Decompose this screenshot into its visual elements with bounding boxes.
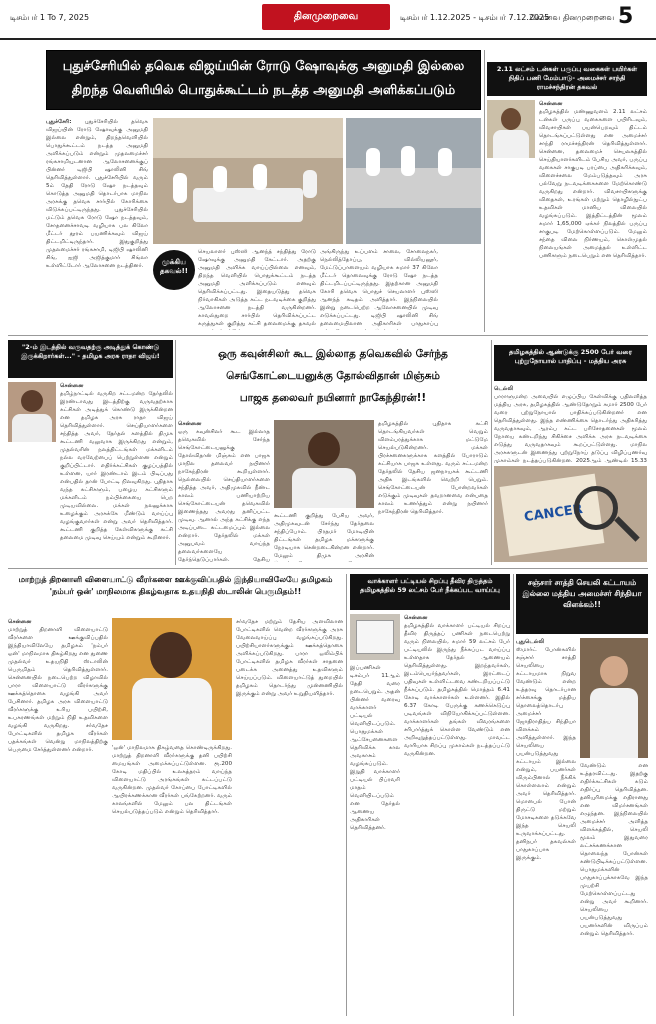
story2-text: தமிழகத்தில் மண்ணுவளம் 2.11 லட்சம் டன்கள் பருப்பு வகைகளை பயிரிடவும், விவசாயிகள் பயன்பெறவும் திட்டம் தொடங்கப்பட்டுள்ளது என அமைச்சர் சாந்தி ராமச்சந்திரன் தெரிவித்துள்ளார். சென்னை, தலைமைச் செயலகத்தில் செய்தியாளர்களிடம் பேசிய அவர், பருப்பு வகைகள் சாகுபடி பரப்பை அதிகரிக்கவும், விளைச்சலை மேம்படுத்தவும் அரசு பல்வேறு நடவடிக்கைகளை மேற்கொண்டு வருகிறது என்றார். விவசாயிகளுக்கு விதைகள், உரங்கள் மற்றும் தொழில்நுட்ப உதவிகள் மானிய விலையில் வழங்கப்படும். இத்திட்டத்தின் மூலம் சுமார் 1,65,000 ஏக்கர் நிலத்தில் பருப்பு சாகுபடி மேற்கொள்ளப்படும். மேலும் சந்தை விலை நிர்ணயம், கொள்முதல் நிலையங்கள் அமைத்தல் உள்ளிட்ட பணிகளும் நடைபெறும் என தெரிவித்தார். [539, 109, 647, 259]
speaker-photo [8, 382, 56, 442]
officials-photo [346, 118, 481, 244]
story4-headline-box [178, 343, 488, 415]
story8-col-1 [516, 638, 576, 1016]
story6-col-2: 'ஒன்' மாநிலமாக திகழ்வதை கொண்டிருக்கிறது. மாற்றுத் திறனாளி வீரர்களுக்கு தனி பயிற்சி மையங்கள் அமைக்கப்பட்டுள்ளன. ரூ.200 கோடி மதிப்பில் உலகத்தரம் வாய்ந்த விளையாட்டு அரங்கங்கள் கட்டப்பட்டு வருகின்றன. முதல்வர் கோப்பை போட்டிகளில் ஆயிரக்கணக்கான வீரர்கள் பங்கேற்றனர். வரும் காலங்களில் மேலும் பல திட்டங்கள் செயல்படுத்தப்படும் என்றும் தெரிவித்தார். [112, 745, 232, 815]
story2-headline-box [487, 62, 647, 96]
story7-text: தமிழகத்தில் வாக்காளர் பட்டியல் சிறப்பு தீவிர திருத்தப் பணிகள் நடைபெற்று வரும் நிலையில், சுமார் 59 லட்சம் பேர் பட்டியலில் இருந்து நீக்கப்பட வாய்ப்பு உள்ளதாக தேர்தல் ஆணையம் தெரிவித்துள்ளது. இறந்தவர்கள், இடம்பெயர்ந்தவர்கள், இரட்டைப் பதிவுகள் உள்ளிட்டவை கண்டறியப்பட்டு நீக்கப்படும். தமிழகத்தில் மொத்தம் 6.41 கோடி வாக்காளர்கள் உள்ளனர். இதில் 6.37 கோடி பேருக்கு கணக்கெடுப்பு படிவங்கள் விநியோகிக்கப்பட்டுள்ளன. வாக்காளர்கள் தங்கள் விவரங்களை சரிபார்த்துக் கொள்ள வேண்டும் என அறிவுறுத்தப்பட்டுள்ளது. மாவட்ட வாரியாக சிறப்பு முகாம்கள் நடத்தப்பட்டு வருகின்றன. [404, 623, 510, 757]
story2-headline: 2.11 லட்சம் டன்கள் பருப்பு வகைகள் பயிர்கள் நிதிப் பணி மேம்பாடு- அமைச்சர் சாந்தி ராமச்சந்திரன் தகவல் [496, 65, 638, 91]
story2-body [539, 100, 647, 330]
issue-date-range: டிசம்பர் 1.12.2025 - டிசம்பர் 7.12.2025 [400, 13, 550, 22]
masthead-logo: தினமுறைவை [262, 4, 390, 30]
story8-dateline: புதுடெல்லி [516, 639, 545, 645]
story6-headline: மாற்றுத் திறனாளி விளையாட்டு வீரர்களை ஊக்குவிப்பதில் இந்தியாவிலேயே தமிழகம் 'நம்பர் ஒன்' மாநிலமாக திகழ்வதாக உதயநிதி ஸ்டாலின் பெருமிதம்!! [18, 575, 333, 596]
story3-headline: "2-ம் இடத்தில் வருவதற்கு அடித்துக் கொண்டு இருக்கிறார்கள்..." - தமிழக அரசு ராதா விஜய்! [21, 343, 160, 360]
lead-col-3: அங்கிருந்து உப்பளம் சாலை, சோலைநகர், நெல்லித்தோப்பு, வில்லியனூர், மேட்டுப்பாளையம் வழியாக சுமார் 37 கிலோ மீட்டர் தொலைவுக்கு ரோடு ஷோ நடத்த திட்டமிடப்பட்டிருந்தது. இதற்கான அனுமதி கோரி தவெக பொதுச் செயலாளர் புஸ்ஸி ஆனந்த் கடிதம் அளித்தார். இந்நிலையில் இன்று நடைபெற்ற ஆலோசனையில் முடிவு எடுக்கப்பட்டது. டிஜிபி ஷாலினி சிங் தலைமையிலான அதிகாரிகள் பாதுகாப்பு [320, 249, 438, 327]
leader-photo [274, 420, 374, 508]
story6-headline-box [8, 574, 343, 614]
issue-dates: டிசம்பர் 1 To 7, 2025 [10, 13, 90, 22]
story6-text: மாற்றுத் திறனாளி விளையாட்டு வீரர்களை ஊக்குவிப்பதில் இந்தியாவிலேயே தமிழகம் 'நம்பர் ஒன்' மாநிலமாக திகழ்கிறது என துணை முதல்வர் உதயநிதி ஸ்டாலின் பெருமிதம் தெரிவித்துள்ளார். சென்னையில் நடைபெற்ற விழாவில் பாரா விளையாட்டு வீரர்களுக்கு ஊக்கத்தொகை வழங்கி அவர் பேசினார். தமிழக அரசு விளையாட்டு வீரர்களுக்கு உரிய பயிற்சி, உபகரணங்கள் மற்றும் நிதி உதவிகளை வழங்கி வருகிறது. சர்வதேச போட்டிகளில் தமிழக வீரர்கள் பதக்கங்கள் வென்று மாநிலத்திற்கு பெருமை சேர்த்துள்ளனர் என்றார். [8, 627, 108, 753]
lead-body: புதுச்சேரியில் தவெக விஜய்யின் ரோடு ஷோவுக்கு அனுமதி இல்லை என்றும், திறந்தவெளியில் பொதுக்கூட்டம் நடத்த அனுமதி அளிக்கப்படும் என்றும் முதலமைச்சர் ரங்கசாமியுடனான ஆலோசனைக்குப் பின்னர் டிஜிபி ஷாலினி சிங் தெரிவித்துள்ளார். புதுச்சேரியில் வரும் 5ம் தேதி ரோடு ஷோ நடத்தவும் கொடுத்த அனுமதி தொடர்பாக மாநில அரசுக்கு தவெக சார்பில் கோரிக்கை விடுக்கப்பட்டிருந்தது. புதுச்சேரியில் மட்டும் தவெக ரோடு ஷோ நடத்தவும், சோதனைச்சாவடி வழியாக பல கிலோ மீட்டர் தூரம் பயணிக்கவும் விஜய் திட்டமிட்டிருந்தார். இதுகுறித்து முதலமைச்சர் ரங்கசாமி, டிஜிபி ஷாலினி சிங், ஐஜி அஜித்குமார் சிங்லா உள்ளிட்டோர் ஆலோசனை நடத்தினர். [46, 119, 148, 269]
story4-headline-line-2: செங்கோட்டையனுக்கு தோல்விதான் மிஞ்சும் [226, 370, 440, 382]
story4-dateline: சென்னை [178, 421, 202, 427]
story2-dateline: சென்னை [539, 101, 563, 107]
story7-headline: வாக்காளர் பட்டியல் சிறப்பு தீவிர திருத்தம் தமிழகத்தில் 59 லட்சம் பேர் நீக்கப்பட வாய்ப்பு [360, 577, 500, 594]
story5-headline-box [494, 345, 647, 381]
important-info-badge: முக்கிய தகவல்!! [153, 250, 195, 290]
story5-headline: தமிழகத்தில் ஆண்டுக்கு 2500 பேர் வரை புற்றுநோயால் பாதிப்பு - மத்திய அரசு [509, 348, 632, 365]
lead-headline-line-2: திறந்த வெளியில் பொதுக்கூட்டம் நடத்த அனுமதி அளிக்கப்படும் [71, 83, 456, 98]
meeting-photo [153, 118, 343, 244]
lead-dateline: புதுச்சேரி: [46, 119, 72, 125]
lead-col-1 [46, 118, 148, 330]
edition-name: கோவை தினமுறைவை [530, 13, 615, 22]
story3-text: தமிழ்நாட்டில் வருகிற சட்டமன்ற தேர்தலில் இரண்டாவது இடத்திற்கு வருவதற்காக கட்சிகள் அடித்துக் கொண்டு இருக்கின்றன என தமிழக அரசு ராதா விஜய் தெரிவித்துள்ளார். செய்தியாளர்களை சந்தித்த அவர், தேர்தல் களத்தில் திமுக கூட்டணி வலுவாக இருக்கிறது என்றும், முதல்வரின் நலத்திட்டங்கள் மக்களிடம் நல்ல வரவேற்பைப் பெற்றுள்ளன என்றும் குறிப்பிட்டார். எதிர்க்கட்சிகள் குழப்பத்தில் உள்ளன, யார் இரண்டாம் இடம் பிடிப்பது என்பதில் தான் போட்டி நிலவுகிறது. புதிதாக வந்த கட்சிகளும், பழைய கட்சிகளும் மக்களிடம் நம்பிக்கையை பெற முடியவில்லை. மக்கள் நலனுக்காக உழைக்கும் அரசுக்கே மீண்டும் வாய்ப்பு வழங்குவார்கள் என்று அவர் தெரிவித்தார். கூட்டணி குறித்த கேள்விகளுக்கு கட்சி தலைமை முடிவு செய்யும் என்றும் கூறினார். [60, 391, 173, 541]
story5-dateline: டெல்லி [494, 386, 514, 392]
story3-body [60, 382, 173, 562]
lead-headline-line-1: புதுச்சேரியில் தவெக விஜய்யின் ரோடு ஷோவுக்கு அனுமதி இல்லை [62, 59, 465, 74]
ballot-photo [350, 614, 400, 660]
story8-headline-box [516, 574, 648, 634]
story8-headline: சஞ்சார் சாத்தி செயலி கட்டாயம் இல்லை மத்திய அமைச்சர் சிந்தியா விளக்கம்!! [522, 578, 642, 609]
story4-col-3: தமிழகத்தில் புதிதாக கட்சி தொடங்கியவர்கள் வெறும் விளம்பரத்துக்காக மட்டுமே செயல்படுகின்றனர். மக்கள் பிரச்சனைகளுக்காக களத்தில் போராடும் கட்சியாக பாஜக உள்ளது. வரும் சட்டமன்ற தேர்தலில் தேசிய ஜனநாயகக் கூட்டணி அதிக இடங்களில் வெற்றி பெறும். செங்கோட்டையன் போன்றவர்கள் எடுக்கும் முடிவுகள் தவறானவை என்பதை காலம் உணர்த்தும் என்று நயினார் நாகேந்திரன் தெரிவித்தார். [378, 421, 488, 515]
story4-headline-line-1: ஒரு கவுன்சிலர் கூட இல்லாத தவெகவில் சேர்ந்த [218, 348, 448, 360]
story3-headline-box [8, 340, 173, 378]
story5-body [494, 385, 647, 463]
story5-text: பாராளுமன்ற அவையில் எழுப்பிய கேள்விக்கு பதிலளித்த மத்திய அரசு, தமிழகத்தில் ஆண்டுதோறும் சுமார் 2500 பேர் வரை புற்றுநோயால் பாதிக்கப்படுகின்றனர் என தெரிவித்துள்ளது. இந்த எண்ணிக்கை தொடர்ந்து அதிகரித்து வருவதாகவும், ஆரம்ப கட்ட பரிசோதனைகள் மூலம் நோயை கண்டறிந்து சிகிச்சை அளிக்க அரசு நடவடிக்கை எடுத்து வருவதாகவும் கூறப்பட்டுள்ளது. மாநில அரசுகளுடன் இணைந்து புற்றுநோய் தடுப்பு விழிப்புணர்வு முகாம்கள் நடத்தப்படுகின்றன. 2025ஆம் ஆண்டில் 15.33 [494, 394, 647, 463]
story8-text: ஸ்மார்ட் போன்களில் சஞ்சார் சாத்தி செயலியை கட்டாயமாக நிறுவ வேண்டும் என்ற உத்தரவு தொடர்பான சர்ச்சைக்கு மத்திய தொலைத்தொடர்பு அமைச்சர் ஜோதிராதித்ய சிந்தியா விளக்கம் அளித்துள்ளார். இந்த செயலியை பயன்படுத்துவது கட்டாயம் இல்லை என்றும், பயனர்கள் விரும்பினால் நீக்கிக் கொள்ளலாம் என்றும் அவர் தெரிவித்தார். மொபைல் போன் திருட்டு மற்றும் மோசடிகளை தடுக்கவே இந்த செயலி உருவாக்கப்பட்டது. தனிநபர் தகவல்கள் பாதுகாப்பாக இருக்கும். [516, 647, 576, 861]
story4-headline-line-3: பாஜக தலைவர் நயினார் நாகேந்திரன்!! [239, 392, 427, 404]
page-number: 5 [618, 4, 634, 29]
minister-photo [487, 100, 535, 158]
lead-headline-box [46, 50, 481, 110]
story7-headline-box [350, 574, 510, 610]
page-header [0, 0, 656, 40]
cancer-image [494, 466, 647, 562]
story4-col-2: கூட்டணி குறித்து பேசிய அவர், அதிமுகவுடன் சேர்ந்து தேர்தலை சந்திப்போம். பிரதமர் மோடியின் திட்டங்கள் தமிழக மக்களுக்கு நேரடியாக சென்றடைகின்றன என்றார். மேலும் திமுக அரசின் [274, 513, 374, 559]
story7-col-1 [404, 614, 510, 1016]
scindia-photo [580, 638, 648, 758]
story6-dateline: சென்னை [8, 619, 32, 625]
lead-col-2: செயலாளர் புஸ்ஸி ஆனந்த் சந்தித்து ரோடு ஷோவுக்கு அனுமதி கேட்டார். அதற்கு அனுமதி அளிக்க வாய்ப்பில்லை எனவும், திறந்த வெளியில் பொதுக்கூட்டம் நடத்த அனுமதி அளிக்கப்படும் எனவும் தெரிவிக்கப்பட்டது. இதையடுத்து தவெக நிர்வாகிகள் அடுத்த கட்ட நடவடிக்கை குறித்து ஆலோசனை நடத்தி வருகின்றனர். காவல்துறை சார்பில் தெரிவிக்கப்பட்ட கருத்துகள் குறித்து கட்சி தலைமைக்கு தகவல் [198, 249, 316, 327]
story7-col-2: இப்பணிகள் டிசம்பர் 11ஆம் தேதி வரை நடைபெறும். அதன் பின்னர் வரைவு வாக்காளர் பட்டியல் வெளியிடப்படும். பொதுமக்கள் ஆட்சேபனைகளை தெரிவிக்க கால அவகாசம் வழங்கப்படும். இறுதி வாக்காளர் பட்டியல் பிப்ரவரி மாதம் வெளியிடப்படும் என தேர்தல் ஆணைய அதிகாரிகள் தெரிவித்தனர். [350, 665, 400, 831]
story6-col-1 [8, 618, 108, 1016]
story6-col-3: சர்வதேச மற்றும் தேசிய அளவிலான போட்டிகளில் வென்ற வீரர்களுக்கு அரசு வேலைவாய்ப்பு வழங்கப்படுகிறது. பயிற்சியாளர்களுக்கும் ஊக்கத்தொகை அளிக்கப்படுகிறது. பாரா ஒலிம்பிக் போட்டிகளில் தமிழக வீரர்கள் சாதனை படைக்க அனைத்து உதவிகளும் செய்யப்படும். விளையாட்டுத் துறையில் தமிழகம் தொடர்ந்து முன்னணியில் இருக்கும் என்று அவர் உறுதியளித்தார். [236, 619, 343, 697]
story7-dateline: சென்னை [404, 615, 428, 621]
story8-col-2: வேண்டும் என உத்தரவிட்டது. இதற்கு எதிர்க்கட்சிகள் கடும் எதிர்ப்பு தெரிவித்தன. தனியுரிமைக்கு எதிரானது என விமர்சனங்கள் எழுந்தன. இந்நிலையில் அமைச்சர் அளித்த விளக்கத்தில், செயலி மூலம் இதுவரை லட்சக்கணக்கான தொலைந்த போன்கள் கண்டுபிடிக்கப்பட்டுள்ளன. பொதுமக்களின் பாதுகாப்புக்காகவே இந்த முயற்சி மேற்கொள்ளப்பட்டது என்று அவர் கூறினார். செயலியை பயன்படுத்துவது பயனர்களின் விருப்பம் என்றும் தெரிவித்தார். [580, 763, 648, 937]
story4-col-1 [178, 420, 270, 562]
deputy-cm-photo [112, 618, 232, 740]
cancer-label: CANCER [523, 501, 584, 526]
story4-text: ஒரு கவுன்சிலர் கூட இல்லாத தவெகவில் சேர்ந்த செங்கோட்டையனுக்கு தோல்விதான் மிஞ்சும் என பாஜக மாநில தலைவர் நயினார் நாகேந்திரன் கூறியுள்ளார். நெல்லையில் செய்தியாளர்களை சந்தித்த அவர், அதிமுகவில் நீண்ட காலம் பணியாற்றிய செங்கோட்டையன் தவெகவில் இணைந்தது அவரது தனிப்பட்ட முடிவு. ஆனால் அந்த கட்சிக்கு எந்த அடிப்படை கட்டமைப்பும் இல்லை என்றார். தேர்தலில் மக்கள் அனுபவம் வாய்ந்த தலைவர்களையே தேர்ந்தெடுப்பார்கள். தேசிய [178, 429, 270, 562]
story3-dateline: சென்னை [60, 383, 84, 389]
